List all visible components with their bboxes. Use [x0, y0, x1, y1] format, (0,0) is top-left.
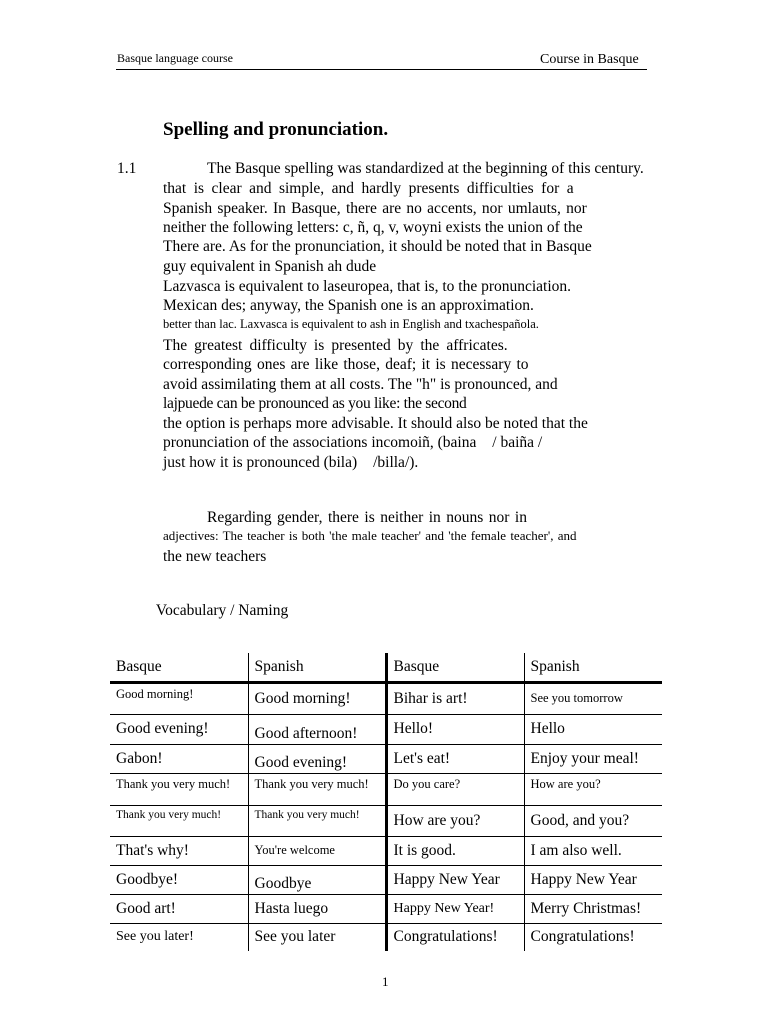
paragraph-line: the option is perhaps more advisable. It should also be noted that the — [163, 415, 588, 432]
table-cell: Hasta luego — [248, 895, 386, 924]
table-row — [110, 774, 662, 806]
table-cell: Happy New Year — [386, 865, 524, 895]
table-header: Spanish — [524, 653, 662, 682]
table-cell: Good, and you? — [524, 805, 662, 837]
table-cell: How are you? — [386, 805, 524, 837]
table-row — [110, 923, 662, 951]
table-cell: Do you care? — [386, 774, 524, 806]
table-cell: Good afternoon! — [248, 715, 386, 745]
table-cell: See you tomorrow — [524, 682, 662, 715]
vocabulary-heading: Vocabulary / Naming — [140, 602, 273, 619]
table-cell: Happy New Year! — [386, 895, 524, 924]
paragraph-line: lajpuede can be pronounced as you like: the second — [163, 395, 467, 412]
table-cell: Thank you very much! — [110, 774, 248, 806]
paragraph-line: The greatest difficulty is presented by the affricates. — [163, 337, 508, 354]
paragraph-line: that is clear and simple, and hardly presents difficulties for a — [163, 180, 574, 197]
paragraph-line: just how it is pronounced (bila) /billa/). — [163, 454, 407, 471]
table-row — [110, 744, 662, 774]
table-cell: How are you? — [524, 774, 662, 806]
table-row — [110, 682, 662, 715]
table-cell: Thank you very much! — [248, 774, 386, 806]
table-header: Basque — [116, 657, 162, 675]
table-header: Basque — [386, 653, 524, 682]
table-cell: You're welcome — [248, 837, 386, 866]
paragraph-line: neither the following letters: c, ñ, q, v, woyni exists the union of the — [163, 219, 583, 236]
gender-line: adjectives: The teacher is both 'the male teacher' and 'the female teacher', and — [163, 528, 577, 543]
table-cell: Thank you very much! — [110, 805, 248, 837]
page-number: 1 — [382, 974, 389, 989]
table-cell: Gabon! — [110, 744, 248, 774]
table-row — [110, 715, 662, 745]
table-cell: Good morning! — [110, 682, 248, 715]
table-cell: Congratulations! — [386, 923, 524, 951]
paragraph-line: Mexican des; anyway, the Spanish one is an approximation. — [163, 297, 534, 314]
table-cell: See you later! — [110, 923, 248, 951]
table-cell: Goodbye — [248, 865, 386, 895]
table-cell: Hello! — [386, 715, 524, 745]
table-cell: See you later — [248, 923, 386, 951]
paragraph-line: There are. As for the pronunciation, it should be noted that in Basque — [163, 238, 592, 255]
gender-line: the new teachers — [163, 548, 267, 565]
paragraph-line: Spanish speaker. In Basque, there are no accents, nor umlauts, nor — [163, 200, 587, 217]
vocabulary-table — [110, 653, 662, 951]
table-header: Spanish — [248, 653, 386, 682]
table-cell: Good evening! — [248, 744, 386, 774]
table-cell: Merry Christmas! — [524, 895, 662, 924]
paragraph-line: guy equivalent in Spanish ah dude — [163, 258, 377, 275]
paragraph-line: Lazvasca is equivalent to laseuropea, that is, to the pronunciation. — [163, 278, 572, 295]
table-cell: Good art! — [110, 895, 248, 924]
table-cell: Enjoy your meal! — [524, 744, 662, 774]
paragraph-line: The Basque spelling was standardized at the beginning of this century. — [207, 160, 644, 177]
table-cell: Bihar is art! — [386, 682, 524, 715]
table-cell: Happy New Year — [524, 865, 662, 895]
gender-line: Regarding gender, there is neither in nouns nor in — [207, 509, 527, 526]
header-left: Basque language course — [117, 51, 233, 65]
page-title: Spelling and pronunciation. — [163, 119, 389, 140]
table-row — [110, 895, 662, 924]
table-row — [110, 805, 662, 837]
table-cell: Hello — [524, 715, 662, 745]
bullet-icon — [118, 509, 130, 526]
table-cell: Goodbye! — [110, 865, 248, 895]
table-cell: I am also well. — [524, 837, 662, 866]
table-cell: Let's eat! — [386, 744, 524, 774]
table-cell: That's why! — [110, 837, 248, 866]
table-row — [110, 837, 662, 866]
table-cell: It is good. — [386, 837, 524, 866]
header-right: Course in Basque — [540, 52, 639, 67]
table-cell: Good evening! — [110, 715, 248, 745]
header-divider — [116, 69, 647, 70]
table-header-row — [110, 653, 662, 682]
paragraph-line: avoid assimilating them at all costs. The "h" is pronounced, and — [163, 376, 558, 393]
paragraph-line: corresponding ones are like those, deaf; it is necessary to — [163, 356, 529, 373]
table-cell: Thank you very much! — [248, 805, 386, 837]
table-cell: Congratulations! — [524, 923, 662, 951]
paragraph-line: better than lac. Laxvasca is equivalent to ash in English and txachespañola. — [163, 317, 539, 331]
table-cell: Good morning! — [248, 682, 386, 715]
section-number: 1.1 — [117, 160, 137, 177]
paragraph-line: pronunciation of the associations incomoiñ, (baina / baiña / — [163, 434, 531, 451]
table-row — [110, 865, 662, 895]
